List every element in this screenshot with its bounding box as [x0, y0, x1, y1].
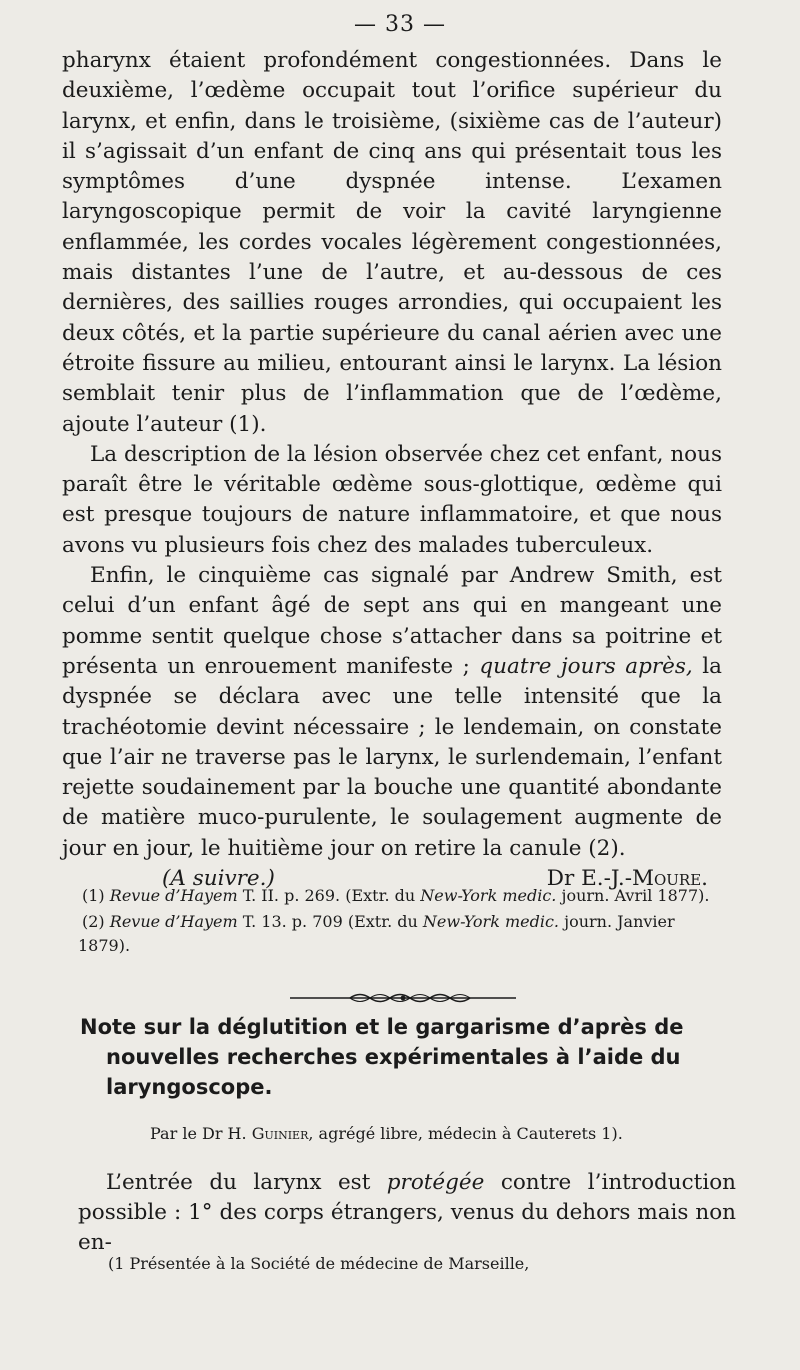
- article-title: [80, 1012, 735, 1102]
- footnote-1: [78, 884, 728, 908]
- paragraph-3-text-b: la dyspnée se déclara avec une telle intensité que la trachéotomie devint nécessaire ; le lendemain, on constate que l’air ne traverse pas le larynx, le surlendemain, l’enfant rejette soudainement par la bouche une quantité abondante de matière muco-purulente, le soulagement augmente de jour en jour, le huitième jour on retire la canule (2).: [62, 653, 722, 861]
- footnote-2-tail: journ. Janvier 1879).: [78, 912, 675, 955]
- footnotes: [78, 884, 728, 960]
- footnote-2-ref: T. 13. p. 709 (Extr. du: [242, 912, 418, 931]
- page-number: — 33 —: [354, 12, 446, 37]
- byline-author: Guinier,: [251, 1124, 314, 1143]
- article-title-line-1: Note sur la déglutition et le gargarisme d’après de: [80, 1015, 684, 1039]
- footnote-1-tail: journ. Avril 1877).: [561, 886, 710, 905]
- paragraph-2: La description de la lésion observée chez cet enfant, nous paraît être le véritable œdème sous-glottique, œdème qui est presque toujours de nature inflammatoire, et que nous avons vu plusieurs fois chez des malades tuberculeux.: [62, 441, 722, 558]
- article-paragraph-1: [78, 1168, 736, 1258]
- footnote-2-journal: Revue d’Hayem: [109, 912, 238, 931]
- signature-prefix: Dr E.-J.-: [546, 866, 632, 892]
- article-footnote: (1 Présentée à la Société de médecine de Marseille,: [108, 1254, 530, 1273]
- article-intro-emphasis: protégée: [386, 1170, 485, 1195]
- paragraph-3-emphasis: quatre jours après,: [479, 653, 693, 679]
- byline-prefix: Par le Dr H.: [150, 1124, 247, 1143]
- footnote-1-source: New-York medic.: [420, 886, 557, 905]
- article-intro-a: L’entrée du larynx est: [106, 1170, 371, 1195]
- footnote-1-ref: T. II. p. 269. (Extr. du: [242, 886, 416, 905]
- article-byline: [150, 1124, 770, 1143]
- footnote-1-journal: Revue d’Hayem: [109, 886, 238, 905]
- paragraph-1: pharynx étaient profondément congestionnées. Dans le deuxième, l’œdème occupait tout l’orifice supérieur du larynx, et enfin, dans le troisième, (sixième cas de l’auteur) il s’agissait d’un enfant de cinq ans qui présentait tous les symptômes d’une dyspnée intense. L’examen laryngoscopique permit de voir la cavité laryngienne enflammée, les cordes vocales légèrement congestionnées, mais distantes l’une de l’autre, et au-dessous de ces dernières, des saillies rouges arrondies, qui occupaient les deux côtés, et la partie supérieure du canal aérien avec une étroite fissure au milieu, entourant ainsi le larynx. La lésion semblait tenir plus de l’inflammation que de l’œdème, ajoute l’auteur (1).: [62, 48, 722, 437]
- paragraph-3: [62, 561, 722, 864]
- article-title-line-3: laryngoscope.: [106, 1075, 273, 1099]
- section-divider-ornament: [290, 988, 516, 1008]
- main-text: [62, 46, 722, 894]
- paragraph-3-text-a: Enfin, le cinquième cas signalé par Andrew Smith, est celui d’un enfant âgé de sept ans qui en mangeant une pomme sentit quelque chose s’attacher dans sa poitrine et présenta un enrouement manifeste ;: [62, 563, 722, 679]
- footnote-2: [78, 910, 728, 958]
- to-be-continued: (A suivre.): [162, 866, 275, 892]
- signature-name: Moure.: [631, 866, 708, 892]
- article-body: [78, 1168, 736, 1258]
- footnote-2-source: New-York medic.: [422, 912, 560, 931]
- article-intro-b: contre l’introduction possible : 1° des corps étrangers, venus du dehors mais non en-: [78, 1170, 736, 1255]
- article-title-line-2: nouvelles recherches expérimentales à l’aide du: [106, 1045, 681, 1069]
- byline-suffix: agrégé libre, médecin à Cauterets 1).: [318, 1124, 623, 1143]
- footnote-1-number: (1): [82, 886, 105, 905]
- footnote-2-number: (2): [82, 912, 105, 931]
